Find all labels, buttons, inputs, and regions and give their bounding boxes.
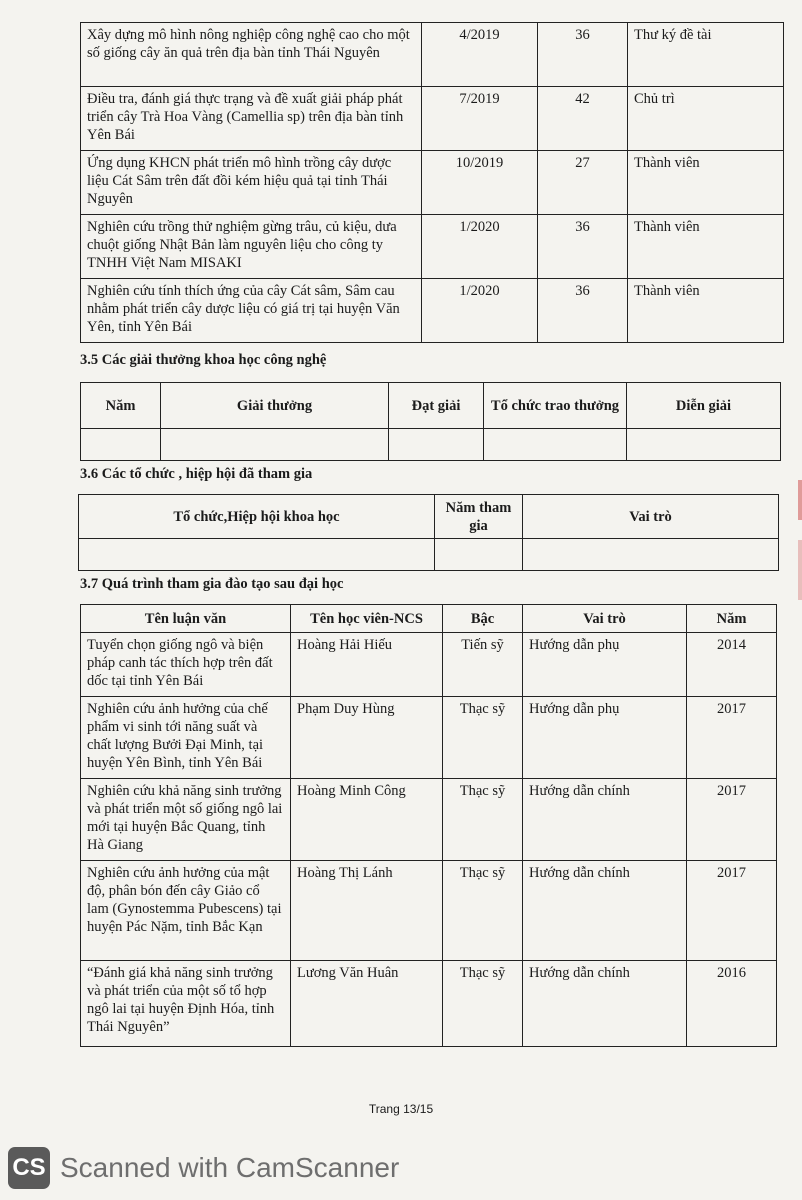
table-row [81, 633, 777, 697]
project-start: 1/2020 [422, 215, 538, 279]
col-header-level: Bậc [443, 605, 523, 633]
col-header-achieved: Đạt giải [389, 383, 484, 429]
supervisor-role: Hướng dẫn phụ [523, 633, 687, 697]
table-row [81, 429, 781, 461]
table-row [81, 279, 784, 343]
col-header-thesis: Tên luận văn [81, 605, 291, 633]
col-header-year: Năm [81, 383, 161, 429]
supervisor-role: Hướng dẫn chính [523, 861, 687, 961]
table-cell [627, 429, 781, 461]
supervisor-role: Hướng dẫn phụ [523, 697, 687, 779]
table-cell [435, 539, 523, 571]
table-cell [389, 429, 484, 461]
project-months: 36 [538, 23, 628, 87]
table-row [81, 87, 784, 151]
project-role: Thư ký đề tài [628, 23, 784, 87]
col-header-year: Năm [687, 605, 777, 633]
col-header-organization: Tổ chức,Hiệp hội khoa học [79, 495, 435, 539]
postgrad-table [80, 604, 777, 1047]
year: 2014 [687, 633, 777, 697]
degree-level: Thạc sỹ [443, 779, 523, 861]
watermark-text: Scanned with CamScanner [60, 1152, 400, 1183]
associations-table [78, 494, 779, 571]
table-row [81, 697, 777, 779]
table-row [81, 23, 784, 87]
year: 2016 [687, 961, 777, 1047]
awards-table [80, 382, 781, 461]
table-row [81, 861, 777, 961]
year: 2017 [687, 779, 777, 861]
project-name: Ứng dụng KHCN phát triển mô hình trồng cây dược liệu Cát Sâm trên đất đồi kém hiệu quả tại tỉnh Thái Nguyên [81, 151, 422, 215]
thesis-title: “Đánh giá khả năng sinh trưởng và phát triển của một số tổ hợp ngô lai tại huyện Định Hóa, tỉnh Thái Nguyên” [81, 961, 291, 1047]
thesis-title: Nghiên cứu khả năng sinh trưởng và phát triển một số giống ngô lai mới tại huyện Bắc Quang, tỉnh Hà Giang [81, 779, 291, 861]
degree-level: Thạc sỹ [443, 961, 523, 1047]
camscanner-watermark [8, 1146, 399, 1190]
project-months: 36 [538, 279, 628, 343]
student-name: Phạm Duy Hùng [291, 697, 443, 779]
year: 2017 [687, 861, 777, 961]
section-title-awards: 3.5 Các giải thưởng khoa học công nghệ [80, 352, 327, 368]
degree-level: Thạc sỹ [443, 697, 523, 779]
project-months: 42 [538, 87, 628, 151]
thesis-title: Tuyển chọn giống ngô và biện pháp canh tác thích hợp trên đất dốc tại tỉnh Yên Bái [81, 633, 291, 697]
thesis-title: Nghiên cứu ảnh hưởng của chế phẩm vi sinh tới năng suất và chất lượng Bưởi Đại Minh, tại huyện Yên Bình, tỉnh Yên Bái [81, 697, 291, 779]
col-header-award: Giải thưởng [161, 383, 389, 429]
project-months: 27 [538, 151, 628, 215]
degree-level: Thạc sỹ [443, 861, 523, 961]
section-title-postgrad: 3.7 Quá trình tham gia đào tạo sau đại học [80, 576, 344, 592]
table-header-row [81, 383, 781, 429]
table-header-row [79, 495, 779, 539]
projects-table [80, 22, 784, 343]
col-header-role: Vai trò [523, 605, 687, 633]
student-name: Lương Văn Huân [291, 961, 443, 1047]
year: 2017 [687, 697, 777, 779]
col-header-join-year: Năm tham gia [435, 495, 523, 539]
table-cell [81, 429, 161, 461]
student-name: Hoàng Thị Lánh [291, 861, 443, 961]
supervisor-role: Hướng dẫn chính [523, 779, 687, 861]
student-name: Hoàng Hải Hiếu [291, 633, 443, 697]
project-name: Điều tra, đánh giá thực trạng và đề xuất giải pháp phát triển cây Trà Hoa Vàng (Camellia sp) trên địa bàn tỉnh Yên Bái [81, 87, 422, 151]
col-header-description: Diễn giải [627, 383, 781, 429]
scan-edge-mark [798, 540, 802, 600]
project-start: 7/2019 [422, 87, 538, 151]
page-number: Trang 13/15 [368, 1102, 434, 1116]
thesis-title: Nghiên cứu ảnh hưởng của mật độ, phân bón đến cây Giảo cổ lam (Gynostemma Pubescens) tại huyện Pác Nặm, tỉnh Bắc Kạn [81, 861, 291, 961]
degree-level: Tiến sỹ [443, 633, 523, 697]
project-role: Thành viên [628, 151, 784, 215]
project-name: Nghiên cứu tính thích ứng của cây Cát sâm, Sâm cau nhằm phát triển cây dược liệu có giá trị tại huyện Văn Yên, tỉnh Yên Bái [81, 279, 422, 343]
project-months: 36 [538, 215, 628, 279]
project-role: Thành viên [628, 279, 784, 343]
project-start: 4/2019 [422, 23, 538, 87]
table-cell [523, 539, 779, 571]
table-cell [79, 539, 435, 571]
table-row [81, 151, 784, 215]
section-title-associations: 3.6 Các tổ chức , hiệp hội đã tham gia [80, 466, 313, 482]
project-role: Thành viên [628, 215, 784, 279]
camscanner-logo-icon: CS [8, 1147, 50, 1189]
project-start: 1/2020 [422, 279, 538, 343]
supervisor-role: Hướng dẫn chính [523, 961, 687, 1047]
table-header-row [81, 605, 777, 633]
project-start: 10/2019 [422, 151, 538, 215]
student-name: Hoàng Minh Công [291, 779, 443, 861]
table-row [81, 779, 777, 861]
col-header-role: Vai trò [523, 495, 779, 539]
col-header-organizer: Tổ chức trao thưởng [484, 383, 627, 429]
scan-edge-mark [798, 480, 802, 520]
project-name: Xây dựng mô hình nông nghiệp công nghệ cao cho một số giống cây ăn quả trên địa bàn tỉnh Thái Nguyên [81, 23, 422, 87]
project-name: Nghiên cứu trồng thử nghiệm gừng trâu, củ kiệu, dưa chuột giống Nhật Bản làm nguyên liệu cho công ty TNHH Việt Nam MISAKI [81, 215, 422, 279]
table-cell [484, 429, 627, 461]
col-header-student: Tên học viên-NCS [291, 605, 443, 633]
table-row [81, 961, 777, 1047]
table-cell [161, 429, 389, 461]
table-row [81, 215, 784, 279]
table-row [79, 539, 779, 571]
project-role: Chủ trì [628, 87, 784, 151]
